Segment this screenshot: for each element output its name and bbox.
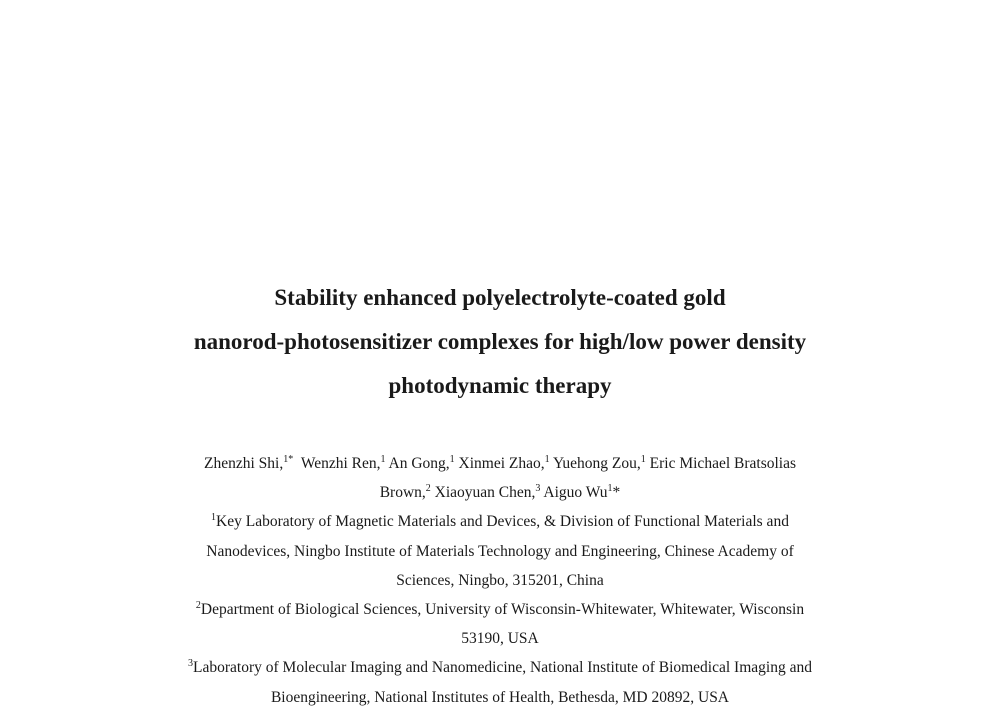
affiliation-text: Laboratory of Molecular Imaging and Nanomedicine, National Institute of Biomedical Imaging and: [193, 659, 812, 677]
author-name: Wenzhi Ren,: [300, 455, 381, 472]
affiliation-text: Nanodevices, Ningbo Institute of Materials Technology and Engineering, Chinese Academy of: [206, 542, 794, 560]
affiliation-mark: 1: [211, 512, 217, 524]
affiliation-1: [0, 507, 1000, 536]
author-name: Eric Michael Bratsolias: [649, 455, 796, 472]
author-name: An Gong,: [388, 455, 450, 472]
affiliation-mark: 3: [188, 658, 194, 670]
author-name: Zhenzhi Shi,: [203, 455, 284, 472]
title-line: nanorod-photosensitizer complexes for high/low power density: [193, 329, 807, 354]
author-name: Aiguo Wu: [543, 484, 608, 502]
author-name: Xinmei Zhao,: [458, 455, 545, 472]
affiliation-text: Bioengineering, National Institutes of Health, Bethesda, MD 20892, USA: [270, 688, 730, 706]
affiliation-text: Key Laboratory of Magnetic Materials and Devices, & Division of Functional Materials and: [216, 513, 789, 531]
author-affiliation-mark: 2: [425, 483, 431, 495]
author-affiliation-mark: 1: [607, 483, 613, 495]
affiliation-2: [0, 595, 1000, 624]
title-line: photodynamic therapy: [388, 373, 612, 398]
author-name: Xiaoyuan Chen,: [434, 484, 536, 502]
author-name: Brown,: [379, 484, 426, 502]
affiliation-3: [0, 653, 1000, 682]
author-affiliation-mark: 1: [380, 454, 386, 465]
affiliation-text: 53190, USA: [461, 630, 539, 648]
author-affiliation-mark: 1: [544, 454, 550, 465]
affiliation-mark: 2: [195, 600, 201, 612]
author-affiliation-mark: 3: [535, 483, 541, 495]
author-line: [0, 478, 1000, 507]
author-line: [0, 449, 1000, 478]
author-affiliation-mark: 1: [640, 454, 646, 465]
author-affiliation-mark: 1*: [283, 454, 294, 465]
authors-and-affiliations: [0, 449, 1000, 712]
paper-title: [0, 276, 1000, 408]
author-affiliation-mark: 1: [449, 454, 455, 465]
corresponding-author-mark: *: [612, 484, 621, 502]
affiliation-text: Sciences, Ningbo, 315201, China: [396, 571, 604, 589]
author-name: Yuehong Zou,: [552, 455, 641, 472]
title-line: Stability enhanced polyelectrolyte-coated gold: [274, 285, 726, 310]
affiliation-text: Department of Biological Sciences, University of Wisconsin-Whitewater, Whitewater, Wisconsin: [200, 601, 805, 619]
